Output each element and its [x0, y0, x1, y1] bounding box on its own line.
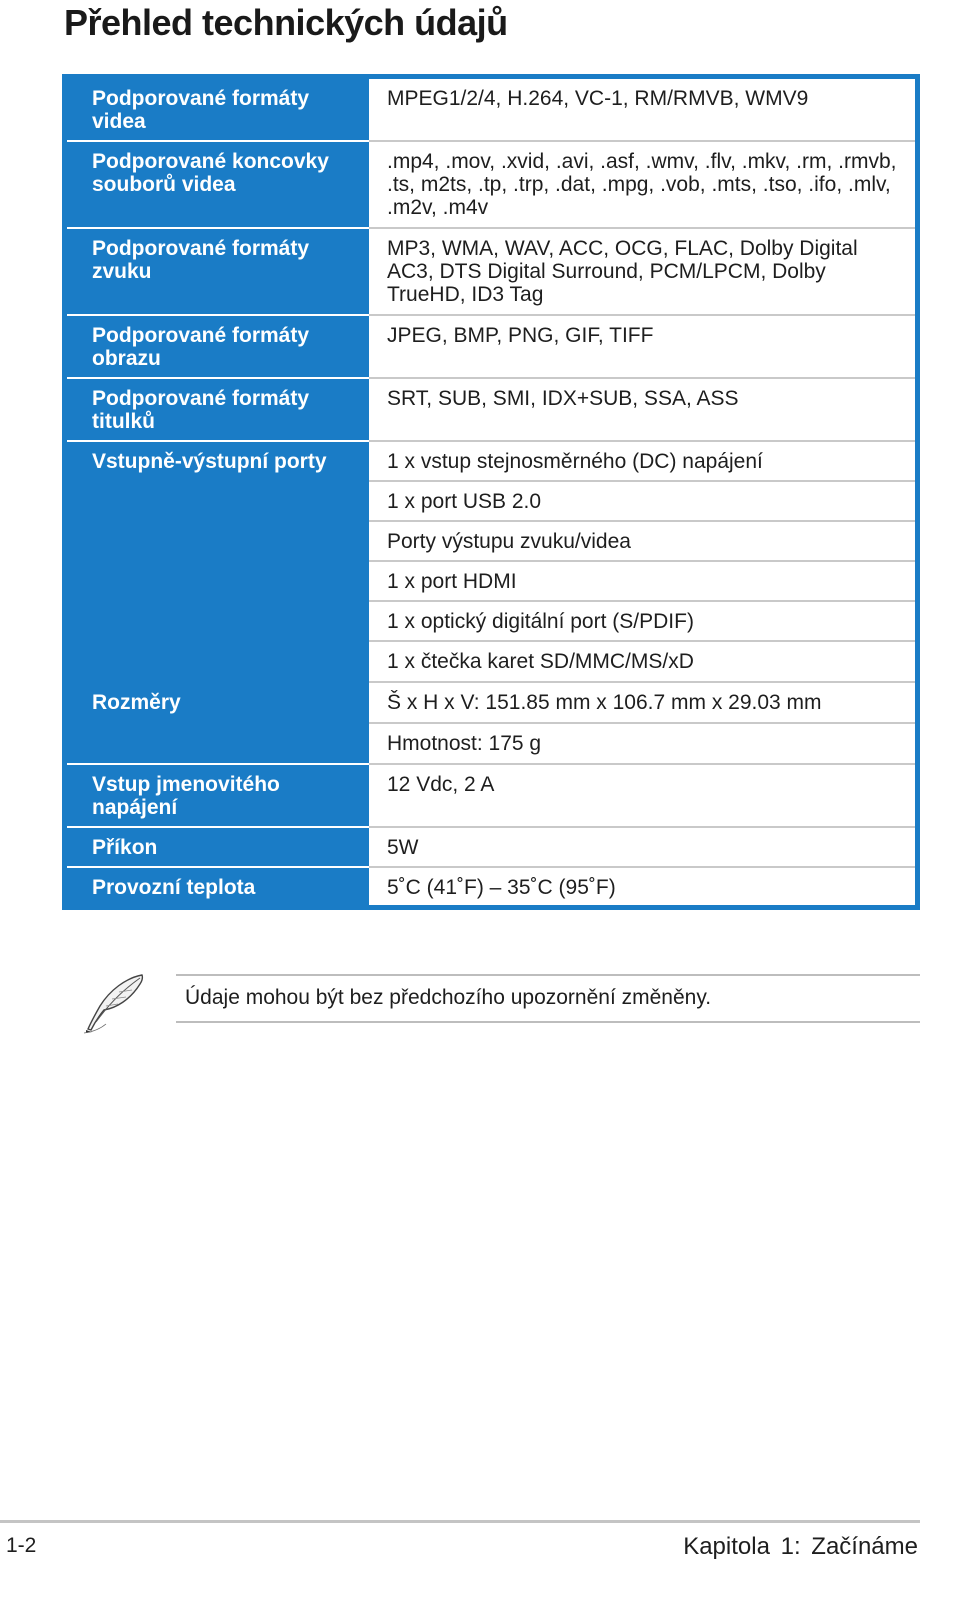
spec-row-io-ports	[67, 442, 915, 683]
spec-label: Podporované koncovky souborů videa	[92, 150, 329, 196]
note-top-rule	[176, 974, 920, 976]
spec-row-power-consumption	[67, 828, 915, 868]
spec-label: Podporované formáty zvuku	[92, 237, 310, 283]
spec-value: 1 x port USB 2.0	[387, 490, 542, 513]
spec-label: Podporované formáty titulků	[92, 387, 310, 433]
spec-label: Vstup jmenovitého napájení	[92, 773, 280, 819]
spec-row-video-extensions	[67, 142, 915, 229]
note-text: Údaje mohou být bez předchozího upozornění změněny.	[185, 986, 712, 1009]
spec-row-dimensions	[67, 683, 915, 765]
spec-value: 12 Vdc, 2 A	[387, 773, 495, 796]
spec-value: 1 x port HDMI	[387, 570, 517, 593]
spec-value: 1 x vstup stejnosměrného (DC) napájení	[387, 450, 763, 473]
spec-table	[62, 74, 920, 910]
spec-value: Hmotnost: 175 g	[387, 732, 542, 755]
footer-rule	[0, 1520, 920, 1523]
spec-value: Porty výstupu zvuku/videa	[387, 530, 631, 553]
note-bottom-rule	[176, 1021, 920, 1023]
spec-label: Vstupně-výstupní porty	[92, 450, 327, 473]
spec-label: Podporované formáty videa	[92, 87, 310, 133]
page-number: 1-2	[6, 1534, 37, 1557]
spec-row-video-formats	[67, 79, 915, 142]
page-title: Přehled technických údajů	[64, 2, 508, 43]
spec-value: JPEG, BMP, PNG, GIF, TIFF	[387, 324, 654, 347]
spec-label: Provozní teplota	[92, 876, 256, 899]
spec-row-audio-formats	[67, 229, 915, 316]
spec-row-power-input	[67, 765, 915, 828]
spec-value: MP3, WMA, WAV, ACC, OCG, FLAC, Dolby Digital AC3, DTS Digital Surround, PCM/LPCM, Dolby TrueHD, ID3 Tag	[387, 237, 858, 306]
spec-row-subtitle-formats	[67, 379, 915, 442]
spec-row-operating-temperature	[67, 868, 915, 905]
spec-value: 5˚C (41˚F) – 35˚C (95˚F)	[387, 876, 616, 899]
spec-label: Podporované formáty obrazu	[92, 324, 310, 370]
spec-value: SRT, SUB, SMI, IDX+SUB, SSA, ASS	[387, 387, 739, 410]
spec-value: .mp4, .mov, .xvid, .avi, .asf, .wmv, .flv, .mkv, .rm, .rmvb, .ts, m2ts, .tp, .trp, .dat, .mpg, .vob, .mts, .tso, .ifo, .mlv, .m2v, .m4v	[387, 150, 897, 219]
chapter-title: Kapitola 1: Začínáme	[683, 1533, 918, 1560]
spec-value: 1 x čtečka karet SD/MMC/MS/xD	[387, 650, 694, 673]
spec-value: Š x H x V: 151.85 mm x 106.7 mm x 29.03 mm	[387, 691, 822, 714]
spec-value: MPEG1/2/4, H.264, VC-1, RM/RMVB, WMV9	[387, 87, 809, 110]
spec-row-image-formats	[67, 316, 915, 379]
spec-label: Rozměry	[92, 691, 181, 714]
spec-value: 1 x optický digitální port (S/PDIF)	[387, 610, 694, 633]
spec-label: Příkon	[92, 836, 158, 859]
quill-pen-icon	[82, 972, 148, 1034]
spec-value: 5W	[387, 836, 419, 859]
